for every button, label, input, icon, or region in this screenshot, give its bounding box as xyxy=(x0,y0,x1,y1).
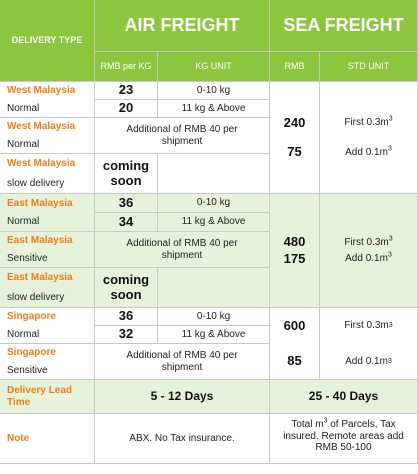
sea-sg-unit-1: First 0.3m 3 xyxy=(320,308,418,344)
label-em-sensitive-title: East Malaysia xyxy=(7,235,73,246)
air-wm-additional: Additional of RMB 40 per shipment xyxy=(95,118,270,154)
sea-em-unit-1 xyxy=(344,237,392,249)
sea-em-unit xyxy=(320,194,418,308)
air-wm-unit-1: 0-10 kg xyxy=(158,82,270,100)
label-note xyxy=(0,414,95,464)
sub-rmb-per-kg-text: RMB per KG xyxy=(100,61,152,72)
air-lead-time: 5 - 12 Days xyxy=(95,380,270,414)
sea-note xyxy=(270,414,418,464)
sea-sg-unit-2: Add 0.1m 3 xyxy=(320,344,418,380)
sub-rmb-per-kg xyxy=(95,52,158,82)
air-sg-rmb-1: 36 xyxy=(95,308,158,326)
label-em-sensitive xyxy=(0,232,95,268)
air-sg-unit-1: 0-10 kg xyxy=(158,308,270,326)
sea-wm-unit-1 xyxy=(344,117,392,129)
label-sg-normal-title: Singapore xyxy=(7,311,56,322)
label-em-normal-title: East Malaysia xyxy=(7,197,73,209)
sea-em-rmb xyxy=(270,194,320,308)
label-em-slow-title: East Malaysia xyxy=(7,272,73,283)
air-em-rmb-1: 36 xyxy=(95,194,158,213)
label-sg-sensitive-sub: Sensitive xyxy=(7,364,48,376)
label-wm-normal-2-sub: Normal xyxy=(7,138,40,150)
sea-sg-rmb-2: 85 xyxy=(270,344,320,380)
label-wm-normal-2-title: West Malaysia xyxy=(7,121,76,132)
air-em-additional: Additional of RMB 40 per shipment xyxy=(95,232,270,268)
sub-kg-unit xyxy=(158,52,270,82)
air-em-rmb-2: 34 xyxy=(95,213,158,232)
label-sg-normal-sub: Normal xyxy=(7,328,40,340)
header-sea-text: SEA FREIGHT xyxy=(283,15,404,36)
sea-note-text-2: of Parcels, Tax insured. Remote areas add RMB 50-100 xyxy=(283,419,404,453)
air-sg-rmb-2: 32 xyxy=(95,326,158,344)
label-em-normal xyxy=(0,194,95,232)
header-air-freight xyxy=(95,0,270,52)
air-wm-rmb-1: 23 xyxy=(95,82,158,100)
label-wm-slow xyxy=(0,154,95,194)
sea-em-unit-2-text: Add 0.1m xyxy=(345,252,388,264)
sea-wm-unit xyxy=(320,82,418,194)
sea-em-unit-2 xyxy=(345,253,392,265)
header-sea-freight xyxy=(270,0,418,52)
sea-wm-unit-1-text: First 0.3m xyxy=(344,117,389,128)
sea-wm-rmb-2: 75 xyxy=(287,143,302,159)
label-sg-normal xyxy=(0,308,95,344)
sea-note-text-1: Total m xyxy=(291,419,324,430)
header-delivery-type xyxy=(0,0,95,82)
sea-em-unit-1-text: First 0.3m xyxy=(344,237,389,248)
sub-kg-unit-text: KG UNIT xyxy=(195,61,232,72)
sea-note-sup: 3 xyxy=(323,417,328,425)
air-em-coming-soon: coming soon xyxy=(95,268,158,308)
sea-sg-unit-2-text: Add 0.1m xyxy=(345,355,388,367)
sea-em-unit-1-sup: 3 xyxy=(388,235,393,243)
air-wm-rmb-2: 20 xyxy=(95,100,158,118)
sea-em-unit-2-sup: 3 xyxy=(387,251,392,259)
sub-rmb-text: RMB xyxy=(284,61,305,72)
sub-std-unit-text: STD UNIT xyxy=(347,61,390,72)
sub-std-unit xyxy=(320,52,418,82)
label-wm-slow-title: West Malaysia xyxy=(7,158,76,169)
sea-lead-time: 25 - 40 Days xyxy=(270,380,418,414)
header-air-text: AIR FREIGHT xyxy=(124,15,240,36)
air-wm-empty xyxy=(158,154,270,194)
sea-em-rmb-1: 480 xyxy=(283,233,306,249)
sea-wm-rmb-1: 240 xyxy=(283,114,306,130)
air-wm-unit-2: 11 kg & Above xyxy=(158,100,270,118)
sub-rmb xyxy=(270,52,320,82)
label-wm-slow-sub: slow delivery xyxy=(7,177,65,189)
label-wm-normal-title: West Malaysia xyxy=(7,85,76,96)
air-sg-additional: Additional of RMB 40 per shipment xyxy=(95,344,270,380)
air-em-empty xyxy=(158,268,270,308)
sea-em-rmb-2: 175 xyxy=(283,250,306,266)
sea-wm-unit-2-text: Add 0.1m xyxy=(345,146,388,158)
sea-sg-unit-1-text: First 0.3m xyxy=(344,320,389,332)
label-lead-time xyxy=(0,380,95,414)
label-em-slow-sub: slow delivery xyxy=(7,291,65,303)
label-em-normal-sub: Normal xyxy=(7,216,40,227)
air-note: ABX. No Tax insurance. xyxy=(95,414,270,464)
label-wm-normal xyxy=(0,82,95,118)
air-em-unit-2: 11 kg & Above xyxy=(158,213,270,232)
sea-wm-unit-1-sup: 3 xyxy=(388,115,393,123)
air-sg-unit-2: 11 kg & Above xyxy=(158,326,270,344)
label-wm-normal-sub: Normal xyxy=(7,102,40,114)
sea-wm-unit-2-sup: 3 xyxy=(387,145,392,153)
label-wm-normal-2 xyxy=(0,118,95,154)
label-lead-time-text: Delivery Lead Time xyxy=(7,385,73,408)
sea-wm-unit-2 xyxy=(345,147,392,159)
label-sg-sensitive xyxy=(0,344,95,380)
sea-wm-rmb xyxy=(270,82,320,194)
air-wm-coming-soon: coming soon xyxy=(95,154,158,194)
sea-sg-rmb-1: 600 xyxy=(270,308,320,344)
header-delivery-type-text: DELIVERY TYPE xyxy=(11,35,83,46)
label-note-text: Note xyxy=(7,432,30,444)
air-em-unit-1: 0-10 kg xyxy=(158,194,270,213)
label-sg-sensitive-title: Singapore xyxy=(7,347,56,358)
label-em-sensitive-sub: Sensitive xyxy=(7,252,48,264)
label-em-slow xyxy=(0,268,95,308)
